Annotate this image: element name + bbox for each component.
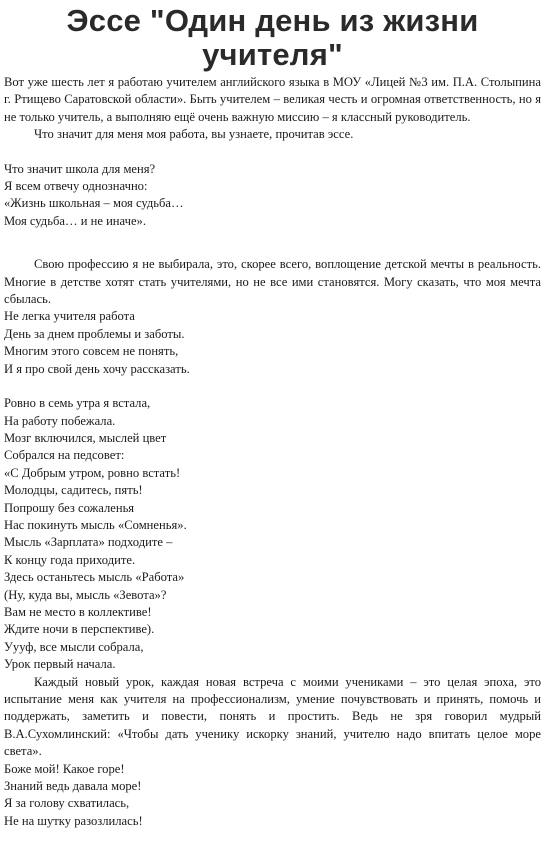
poem-line: Здесь останьтесь мысль «Работа» bbox=[4, 570, 185, 585]
poem-line: (Ну, куда вы, мысль «Зевота»? bbox=[4, 587, 167, 602]
essay-body bbox=[4, 74, 541, 830]
poem-line: Знаний ведь давала море! bbox=[4, 779, 142, 794]
poem-line: Я за голову схватилась, bbox=[4, 796, 130, 811]
poem-line: «Жизнь школьная – моя судьба… bbox=[4, 196, 184, 211]
intro-paragraph: Вот уже шесть лет я работаю учителем английского языка в МОУ «Лицей №3 им. П.А. Столыпина г. Ртищево Саратовской области». Быть учителем – великая честь и огромная ответственность, но я не только учитель, а выполняю ещё очень важную миссию – я классный руководитель. bbox=[4, 75, 541, 124]
essay-title bbox=[4, 0, 541, 72]
poem-line: Нас покинуть мысль «Сомненья». bbox=[4, 517, 187, 532]
poem-line: Не легка учителя работа bbox=[4, 309, 135, 324]
poem-line: Мозг включился, мыслей цвет bbox=[4, 430, 167, 445]
intro-paragraph-2: Что значит для меня моя работа, вы узнаете, прочитав эссе. bbox=[34, 127, 354, 142]
poem-line: И я про свой день хочу рассказать. bbox=[4, 361, 190, 376]
poem-block-2 bbox=[4, 308, 541, 378]
poem-line: Попрошу без сожаленья bbox=[4, 500, 135, 515]
poem-line: Ровно в семь утра я встала, bbox=[4, 396, 151, 411]
poem-line: На работу побежала. bbox=[4, 413, 116, 428]
poem-line: Моя судьба… и не иначе». bbox=[4, 213, 146, 228]
poem-block-3 bbox=[4, 395, 541, 674]
poem-line: Я всем отвечу однозначно: bbox=[4, 179, 148, 194]
poem-line: Многим этого совсем не понять, bbox=[4, 344, 179, 359]
poem-line: «С Добрым утром, ровно встать! bbox=[4, 465, 181, 480]
poem-line: Уууф, все мысли собрала, bbox=[4, 639, 144, 654]
poem-line: К концу года приходите. bbox=[4, 552, 136, 567]
poem-line: Что значит школа для меня? bbox=[4, 161, 156, 176]
poem-line: День за днем проблемы и заботы. bbox=[4, 326, 185, 341]
poem-line: Урок первый начала. bbox=[4, 657, 116, 672]
poem-line: Не на шутку разозлилась! bbox=[4, 813, 143, 828]
poem-line: Вам не место в коллективе! bbox=[4, 604, 152, 619]
poem-line: Собрался на педсовет: bbox=[4, 448, 125, 463]
paragraph-2: Свою профессию я не выбирала, это, скорее всего, воплощение детской мечты в реальность. Многие в детстве хотят стать учителями, но не все ими становятся. Могу сказать, что моя мечта сбылась. bbox=[4, 257, 541, 307]
poem-line: Мысль «Зарплата» подходите – bbox=[4, 535, 173, 550]
poem-block-4 bbox=[4, 761, 541, 831]
poem-line: Ждите ночи в перспективе). bbox=[4, 622, 155, 637]
poem-block-1 bbox=[4, 161, 541, 231]
paragraph-3: Каждый новый урок, каждая новая встреча с моими учениками – это целая эпоха, это испытание меня как учителя на профессионализм, умение почувствовать и принять, помочь и поддержать, заметить и повести, понять и простить. Ведь не зря говорил мудрый В.А.Сухомлинский: «Чтобы дать ученику искорку знаний, учителю надо впитать целое море света». bbox=[4, 674, 541, 759]
poem-line: Молодцы, садитесь, пять! bbox=[4, 483, 143, 498]
title-line-2: учителя" bbox=[202, 37, 343, 72]
title-line-1: Эссе "Один день из жизни bbox=[66, 3, 479, 38]
poem-line: Боже мой! Какое горе! bbox=[4, 761, 125, 776]
